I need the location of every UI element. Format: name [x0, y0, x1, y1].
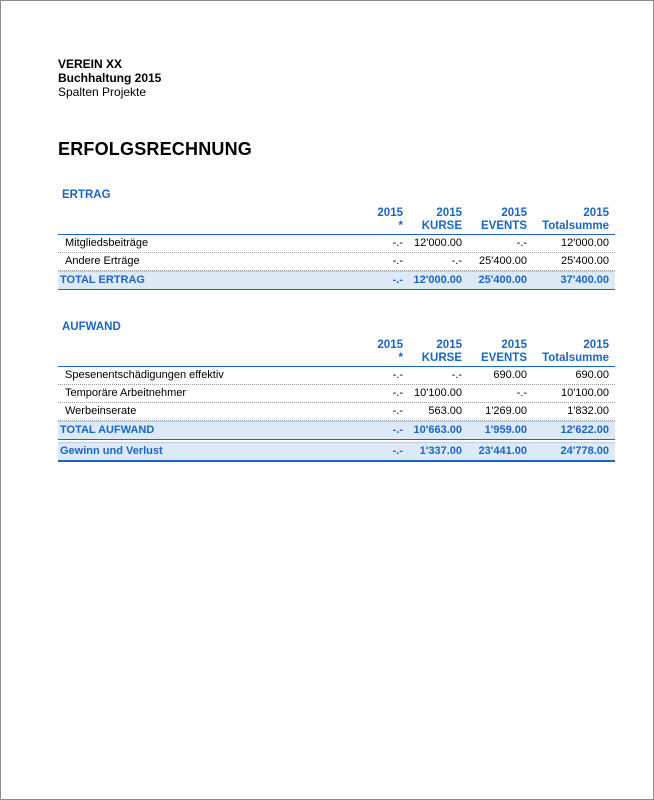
- column-header: 2015 EVENTS: [480, 339, 527, 364]
- cell: -.-: [516, 237, 527, 249]
- column-header: 2015 KURSE: [421, 339, 462, 364]
- aufwand-title: AUFWAND: [62, 321, 121, 333]
- cell: -.-: [392, 255, 403, 267]
- ertrag-section: [58, 189, 615, 290]
- row-label: Temporäre Arbeitnehmer: [65, 387, 187, 399]
- row-label: Werbeinserate: [65, 405, 137, 417]
- document-title: ERFOLGSRECHNUNG: [58, 139, 253, 159]
- cell: 25'400.00: [479, 255, 527, 267]
- document-note: Spalten Projekte: [58, 85, 147, 99]
- cell: 25'400.00: [561, 255, 609, 267]
- cell: 10'100.00: [561, 387, 609, 399]
- cell: 12'000.00: [414, 237, 462, 249]
- cell: -.-: [392, 387, 403, 399]
- aufwand-column-header: [58, 337, 615, 367]
- cell: -.-: [392, 445, 403, 457]
- cell: 10'100.00: [414, 387, 462, 399]
- column-header: 2015 Totalsumme: [542, 339, 609, 364]
- column-header: 2015 EVENTS: [480, 207, 527, 232]
- cell: 1'337.00: [419, 445, 462, 457]
- total-label: TOTAL AUFWAND: [60, 424, 155, 436]
- org-name: VEREIN XX: [58, 57, 123, 71]
- cell: 690.00: [493, 369, 527, 381]
- cell: 1'832.00: [567, 405, 609, 417]
- total-label: TOTAL ERTRAG: [60, 274, 145, 286]
- column-header: 2015 *: [377, 339, 403, 364]
- cell: 690.00: [575, 369, 609, 381]
- document-subtitle: Buchhaltung 2015: [58, 71, 162, 85]
- cell: -.-: [451, 369, 462, 381]
- cell: -.-: [392, 274, 403, 286]
- table-row: [58, 235, 615, 253]
- document-header: [58, 57, 161, 99]
- cell: -.-: [516, 387, 527, 399]
- column-header: 2015 Totalsumme: [542, 207, 609, 232]
- ertrag-title: ERTRAG: [62, 189, 111, 201]
- cell: 12'000.00: [413, 274, 462, 286]
- table-row: [58, 367, 615, 385]
- cell: 563.00: [428, 405, 462, 417]
- total-row: [58, 271, 615, 290]
- cell: 24'778.00: [560, 445, 609, 457]
- cell: 12'622.00: [560, 424, 609, 436]
- cell: 1'269.00: [485, 405, 527, 417]
- table-row: [58, 385, 615, 403]
- cell: -.-: [392, 405, 403, 417]
- row-label: Andere Erträge: [65, 255, 140, 267]
- cell: 25'400.00: [478, 274, 527, 286]
- ertrag-column-header: [58, 205, 615, 235]
- cell: -.-: [392, 237, 403, 249]
- table-row: [58, 403, 615, 421]
- row-label: Spesenentschädigungen effektiv: [65, 369, 224, 381]
- column-header: 2015 *: [377, 207, 403, 232]
- cell: -.-: [392, 369, 403, 381]
- cell: 37'400.00: [560, 274, 609, 286]
- result-label: Gewinn und Verlust: [60, 445, 163, 457]
- result-row: [58, 442, 615, 462]
- aufwand-section: [58, 321, 615, 462]
- cell: 12'000.00: [561, 237, 609, 249]
- total-row: [58, 421, 615, 440]
- cell: 1'959.00: [484, 424, 527, 436]
- table-row: [58, 253, 615, 271]
- cell: -.-: [451, 255, 462, 267]
- cell: 23'441.00: [478, 445, 527, 457]
- cell: 10'663.00: [413, 424, 462, 436]
- row-label: Mitgliedsbeiträge: [65, 237, 149, 249]
- column-header: 2015 KURSE: [421, 207, 462, 232]
- cell: -.-: [392, 424, 403, 436]
